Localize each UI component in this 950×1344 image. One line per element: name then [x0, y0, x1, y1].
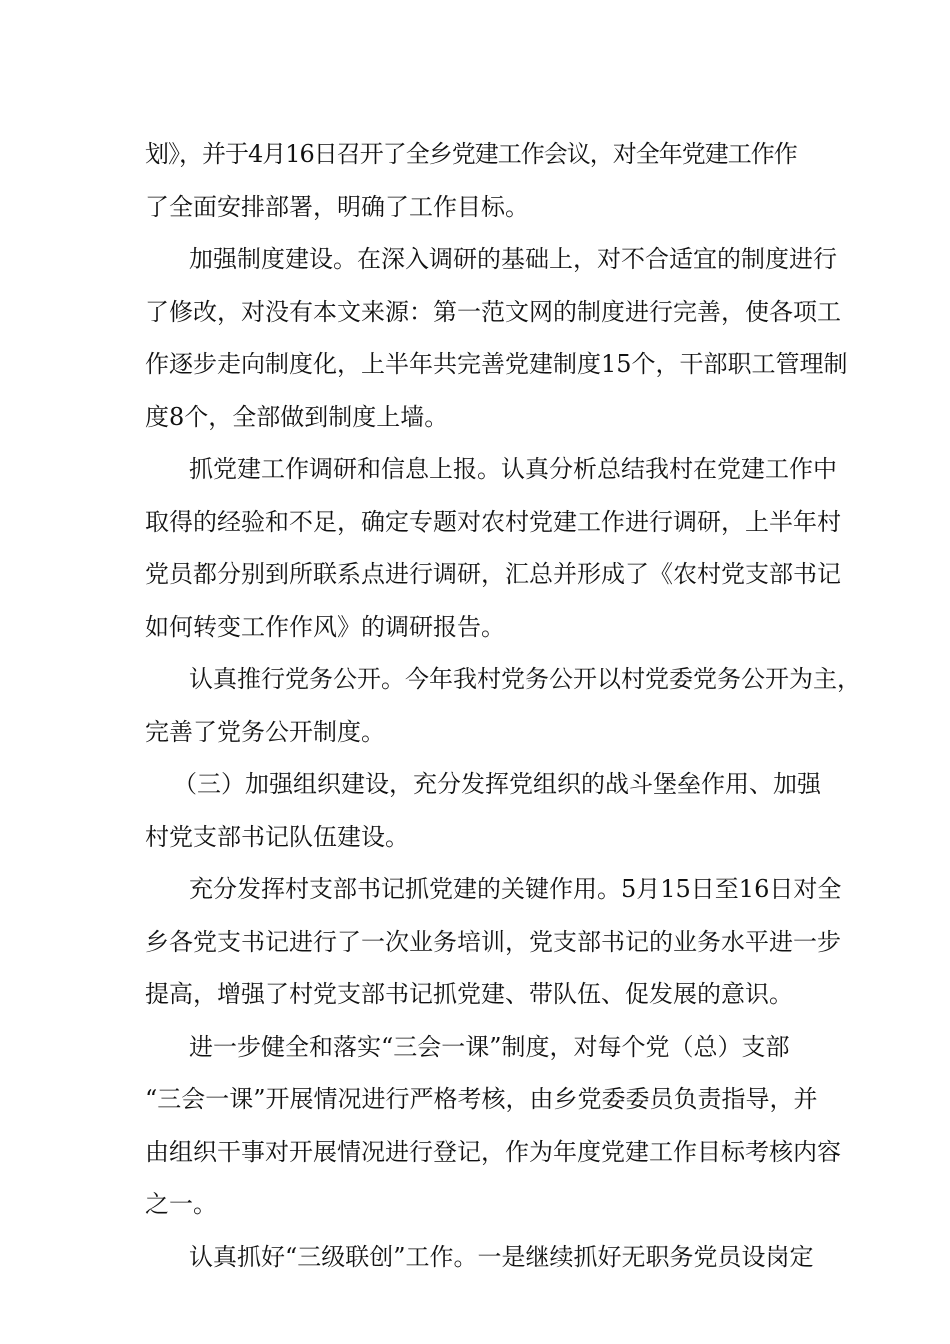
- document-body: [145, 128, 861, 1283]
- text-line: 乡各党支书记进行了一次业务培训，党支部书记的业务水平进一步: [145, 927, 841, 956]
- text-line: 作逐步走向制度化，上半年共完善党建制度15个，干部职工管理制: [145, 350, 848, 378]
- text-line: 完善了党务公开制度。: [145, 717, 385, 746]
- text-line: 度8个，全部做到制度上墙。: [145, 402, 449, 431]
- paragraph-start-line: 认真抓好“三级联创”工作。一是继续抓好无职务党员设岗定: [189, 1242, 814, 1271]
- text-line: 村党支部书记队伍建设。: [145, 822, 409, 851]
- paragraph-start-line: 加强制度建设。在深入调研的基础上，对不合适宜的制度进行: [189, 245, 837, 273]
- text-line: 党员都分别到所联系点进行调研，汇总并形成了《农村党支部书记: [145, 560, 841, 588]
- section-heading-line: （三）加强组织建设，充分发挥党组织的战斗堡垒作用、加强: [173, 770, 821, 798]
- text-line: 了全面安排部署，明确了工作目标。: [145, 192, 529, 221]
- text-line: 之一。: [145, 1190, 217, 1218]
- text-line: 提高，增强了村党支部书记抓党建、带队伍、促发展的意识。: [145, 980, 793, 1008]
- paragraph-start-line: 抓党建工作调研和信息上报。认真分析总结我村在党建工作中: [189, 455, 837, 483]
- paragraph-start-line: 认真推行党务公开。今年我村党务公开以村党委党务公开为主，: [189, 665, 861, 693]
- paragraph-start-line: 进一步健全和落实“三会一课”制度，对每个党（总）支部: [189, 1032, 790, 1061]
- paragraph-start-line: 充分发挥村支部书记抓党建的关键作用。5月15日至16日对全: [189, 875, 842, 903]
- text-line: 如何转变工作作风》的调研报告。: [145, 612, 505, 641]
- text-line: 了修改，对没有本文来源：第一范文网的制度进行完善，使各项工: [145, 297, 841, 326]
- text-line: 由组织干事对开展情况进行登记，作为年度党建工作目标考核内容: [145, 1137, 841, 1166]
- text-line: 划》，并于4月16日召开了全乡党建工作会议，对全年党建工作作: [145, 140, 797, 168]
- text-line: “三会一课”开展情况进行严格考核，由乡党委委员负责指导，并: [145, 1085, 818, 1113]
- text-line: 取得的经验和不足，确定专题对农村党建工作进行调研，上半年村: [145, 507, 841, 536]
